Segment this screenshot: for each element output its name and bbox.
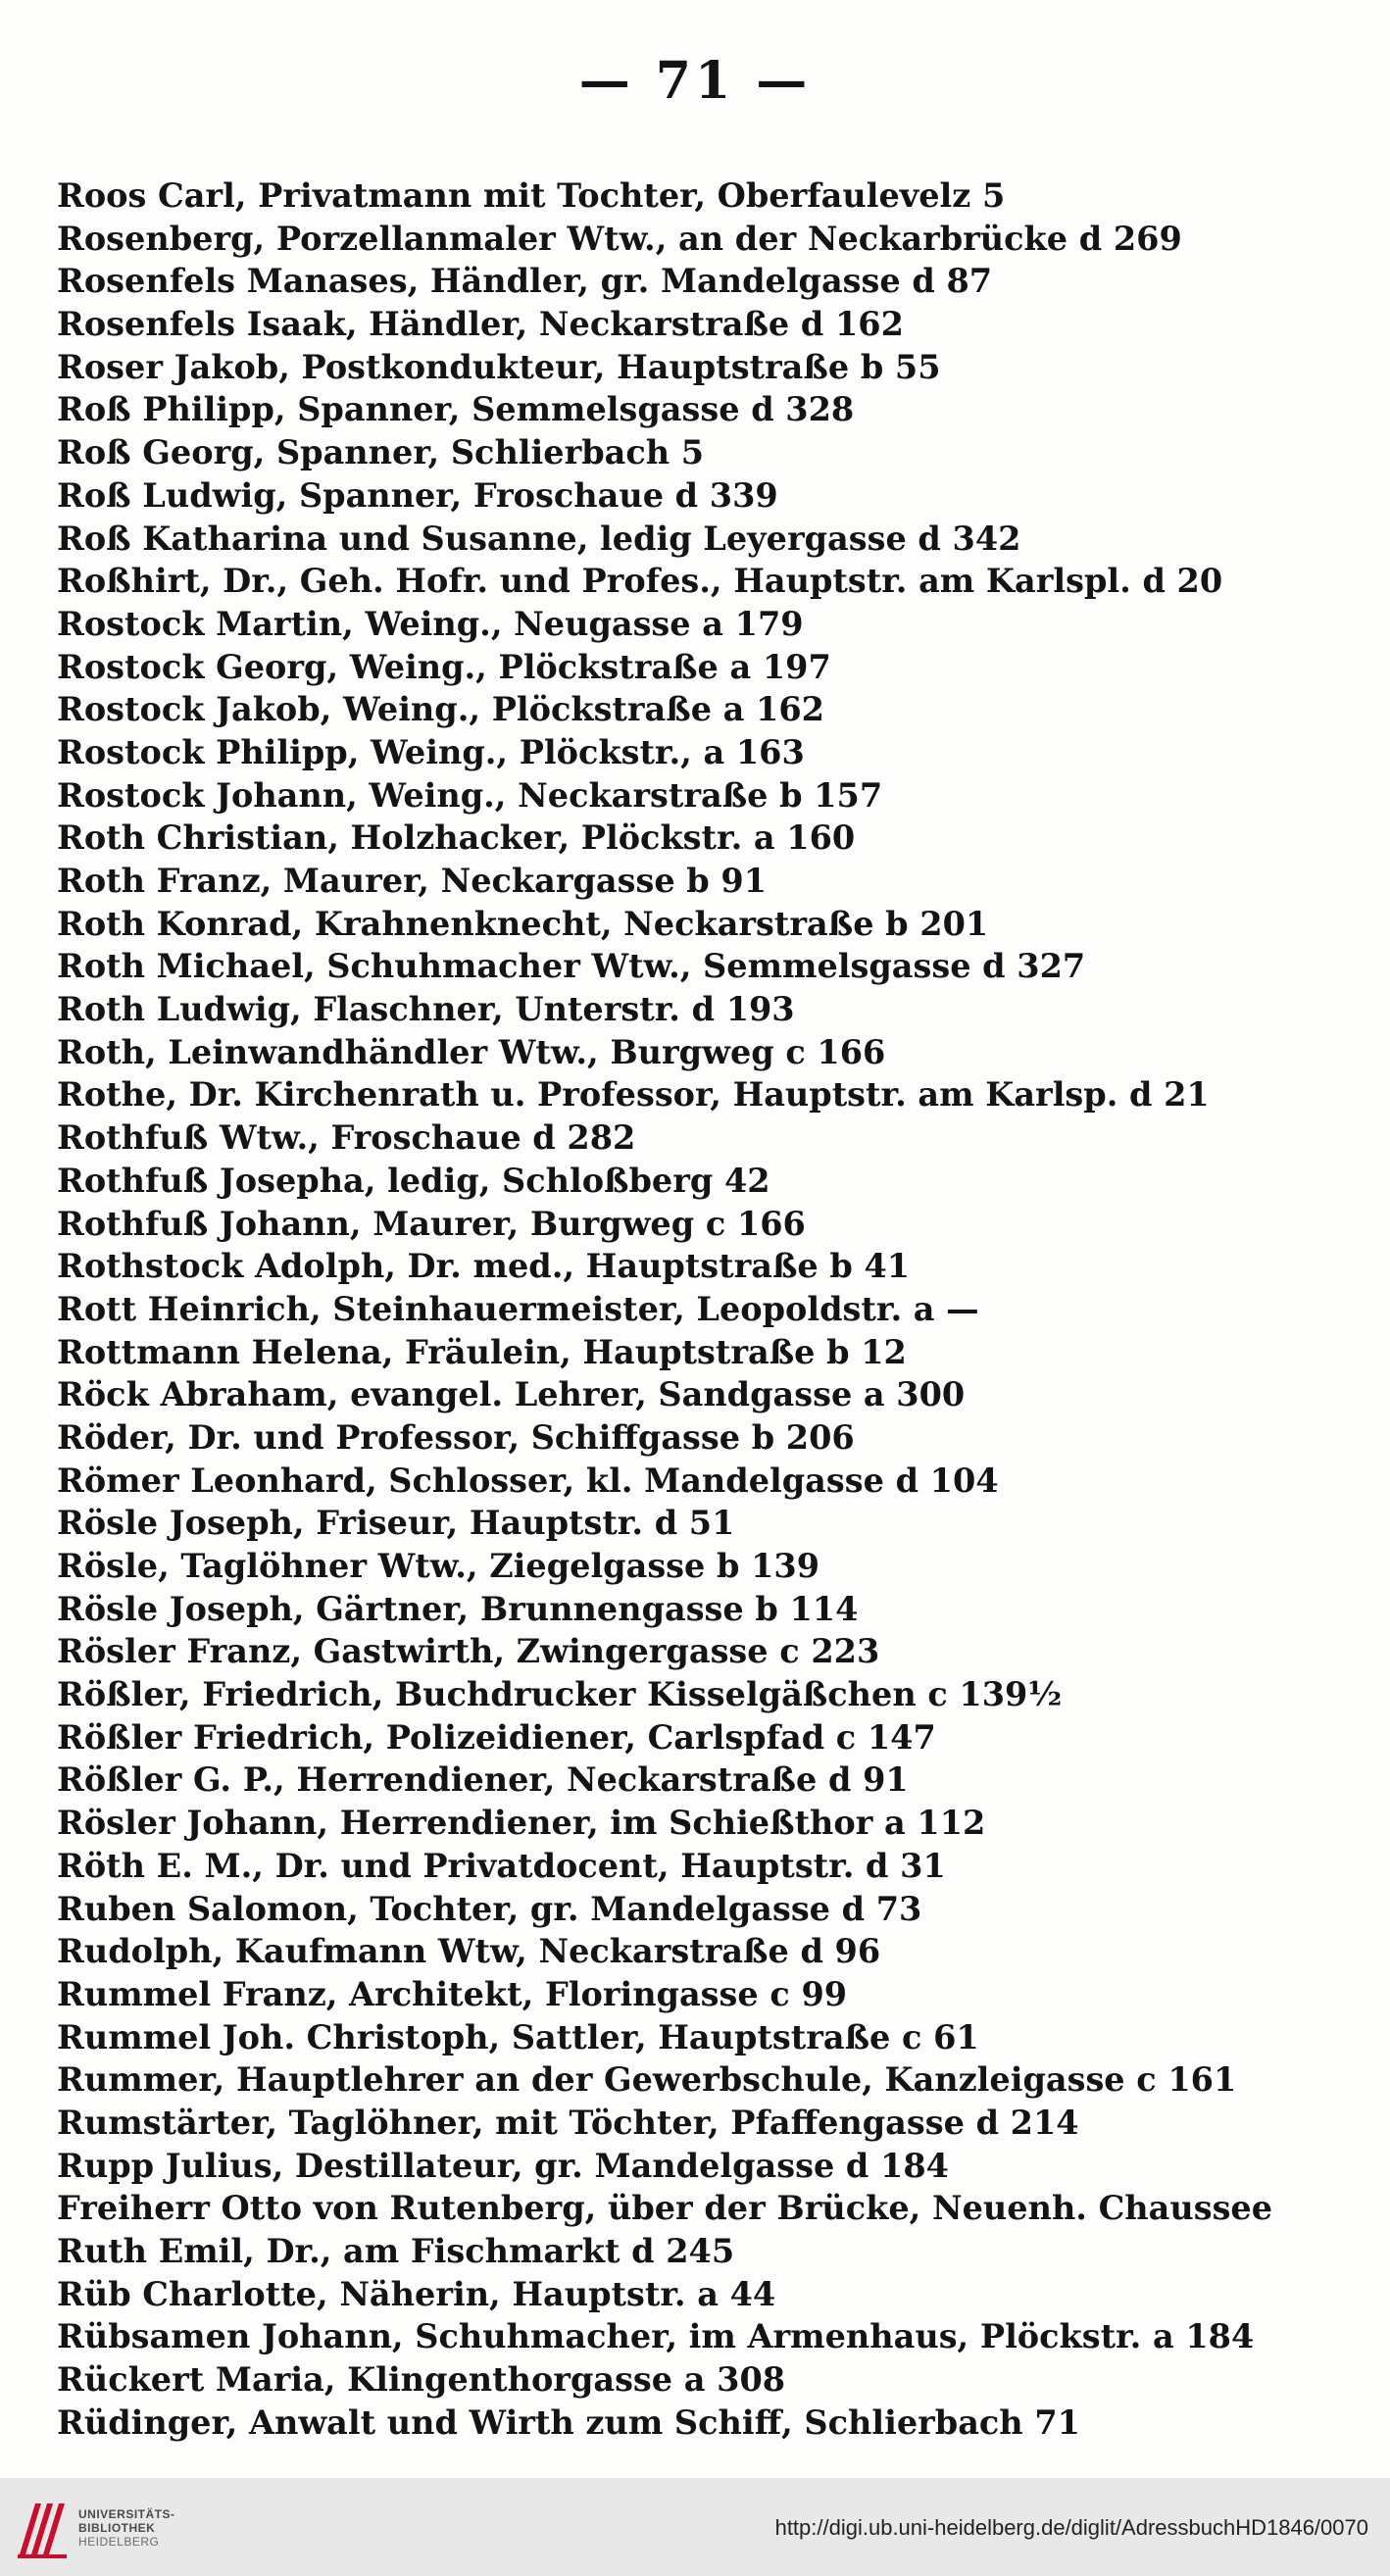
institution-line: UNIVERSITÄTS- <box>78 2507 175 2521</box>
directory-entry: Roth Franz, Maurer, Neckargasse b 91 <box>57 862 768 900</box>
directory-entry: Rostock Georg, Weing., Plöckstraße a 197 <box>57 647 831 686</box>
directory-entry: Rummer, Hauptlehrer an der Gewerbschule, Kanzleigasse c 161 <box>57 2060 1237 2100</box>
directory-entry: Rupp Julius, Destillateur, gr. Mandelgasse d 184 <box>57 2146 949 2185</box>
directory-entry: Roos Carl, Privatmann mit Tochter, Oberfaulevelz 5 <box>57 176 1006 215</box>
footer-bar <box>0 2478 1390 2576</box>
directory-entry: Rottmann Helena, Fräulein, Hauptstraße b 12 <box>57 1332 907 1371</box>
page-number: — 71 — <box>578 51 812 111</box>
directory-entry: Roßhirt, Dr., Geh. Hofr. und Profes., Hauptstr. am Karlspl. d 20 <box>57 562 1223 601</box>
directory-entry: Rosenfels Manases, Händler, gr. Mandelgasse d 87 <box>57 262 993 301</box>
institution-line: BIBLIOTHEK <box>78 2521 156 2535</box>
directory-entry: Rostock Jakob, Weing., Plöckstraße a 162 <box>57 690 824 729</box>
directory-entry: Roth Michael, Schuhmacher Wtw., Semmelsgasse d 327 <box>57 947 1086 986</box>
directory-entry: Röth E. M., Dr. und Privatdocent, Hauptstr. d 31 <box>57 1846 946 1885</box>
directory-entry: Rösler Franz, Gastwirth, Zwingergasse c 223 <box>57 1632 880 1671</box>
directory-entry: Roth Christian, Holzhacker, Plöckstr. a 160 <box>57 818 856 858</box>
directory-entry: Rösle, Taglöhner Wtw., Ziegelgasse b 139 <box>57 1547 820 1585</box>
directory-entry: Ruben Salomon, Tochter, gr. Mandelgasse d 73 <box>57 1889 922 1928</box>
directory-entry: Rummel Franz, Architekt, Floringasse c 99 <box>57 1974 848 2013</box>
institution-name <box>78 2507 175 2549</box>
institution-line: HEIDELBERG <box>78 2535 160 2549</box>
address-entries-list <box>57 174 1370 2444</box>
directory-entry: Rosenberg, Porzellanmaler Wtw., an der Neckarbrücke d 269 <box>57 219 1182 258</box>
directory-entry: Rüdinger, Anwalt und Wirth zum Schiff, Schlierbach 71 <box>57 2403 1080 2442</box>
directory-entry: Rosenfels Isaak, Händler, Neckarstraße d 162 <box>57 305 904 344</box>
directory-entry: Rummel Joh. Christoph, Sattler, Hauptstraße c 61 <box>57 2017 979 2056</box>
directory-entry: Römer Leonhard, Schlosser, kl. Mandelgasse d 104 <box>57 1461 999 1500</box>
directory-entry: Roß Katharina und Susanne, ledig Leyergasse d 342 <box>57 519 1021 558</box>
source-url-link[interactable]: http://digi.ub.uni-heidelberg.de/diglit/AdressbuchHD1846/0070 <box>774 2515 1368 2540</box>
directory-entry: Rothstock Adolph, Dr. med., Hauptstraße b 41 <box>57 1247 911 1286</box>
directory-entry: Roß Philipp, Spanner, Semmelsgasse d 328 <box>57 390 855 429</box>
directory-entry: Roß Ludwig, Spanner, Froschaue d 339 <box>57 475 778 515</box>
directory-entry: Rückert Maria, Klingenthorgasse a 308 <box>57 2360 786 2400</box>
directory-entry: Rösler Johann, Herrendiener, im Schießthor a 112 <box>57 1804 986 1843</box>
directory-entry: Rösle Joseph, Friseur, Hauptstr. d 51 <box>57 1504 735 1543</box>
directory-entry: Röck Abraham, evangel. Lehrer, Sandgasse a 300 <box>57 1375 966 1414</box>
directory-entry: Rößler, Friedrich, Buchdrucker Kisselgäßchen c 139½ <box>57 1675 1063 1714</box>
directory-entry: Rübsamen Johann, Schuhmacher, im Armenhaus, Plöckstr. a 184 <box>57 2317 1255 2356</box>
directory-entry: Rothfuß Josepha, ledig, Schloßberg 42 <box>57 1161 770 1200</box>
directory-entry: Rößler G. P., Herrendiener, Neckarstraße d 91 <box>57 1760 909 1800</box>
directory-entry: Rudolph, Kaufmann Wtw, Neckarstraße d 96 <box>57 1932 881 1971</box>
directory-entry: Röder, Dr. und Professor, Schiffgasse b 206 <box>57 1417 855 1457</box>
directory-entry: Roser Jakob, Postkondukteur, Hauptstraße b 55 <box>57 347 941 386</box>
directory-entry: Rostock Philipp, Weing., Plöckstr., a 163 <box>57 732 805 771</box>
directory-entry: Rostock Martin, Weing., Neugasse a 179 <box>57 604 804 643</box>
directory-entry: Rothe, Dr. Kirchenrath u. Professor, Hauptstr. am Karlsp. d 21 <box>57 1075 1210 1115</box>
directory-entry: Rößler Friedrich, Polizeidiener, Carlspfad c 147 <box>57 1717 936 1757</box>
directory-entry: Roth Ludwig, Flaschner, Unterstr. d 193 <box>57 990 795 1029</box>
directory-entry: Freiherr Otto von Rutenberg, über der Brücke, Neuenh. Chaussee <box>57 2189 1273 2228</box>
directory-entry: Rostock Johann, Weing., Neckarstraße b 157 <box>57 775 883 815</box>
directory-entry: Roth, Leinwandhändler Wtw., Burgweg c 166 <box>57 1032 886 1071</box>
directory-entry: Rüb Charlotte, Näherin, Hauptstr. a 44 <box>57 2274 776 2313</box>
directory-entry: Rothfuß Wtw., Froschaue d 282 <box>57 1118 636 1158</box>
directory-entry: Roth Konrad, Krahnenknecht, Neckarstraße b 201 <box>57 904 989 943</box>
directory-entry: Rösle Joseph, Gärtner, Brunnengasse b 114 <box>57 1589 859 1628</box>
directory-entry: Rothfuß Johann, Maurer, Burgweg c 166 <box>57 1204 806 1243</box>
ub-heidelberg-logo-icon <box>14 2494 71 2562</box>
directory-entry: Rott Heinrich, Steinhauermeister, Leopoldstr. a — <box>57 1289 979 1328</box>
directory-entry: Roß Georg, Spanner, Schlierbach 5 <box>57 433 705 472</box>
directory-entry: Ruth Emil, Dr., am Fischmarkt d 245 <box>57 2232 735 2270</box>
directory-entry: Rumstärter, Taglöhner, mit Töchter, Pfaffengasse d 214 <box>57 2103 1079 2142</box>
